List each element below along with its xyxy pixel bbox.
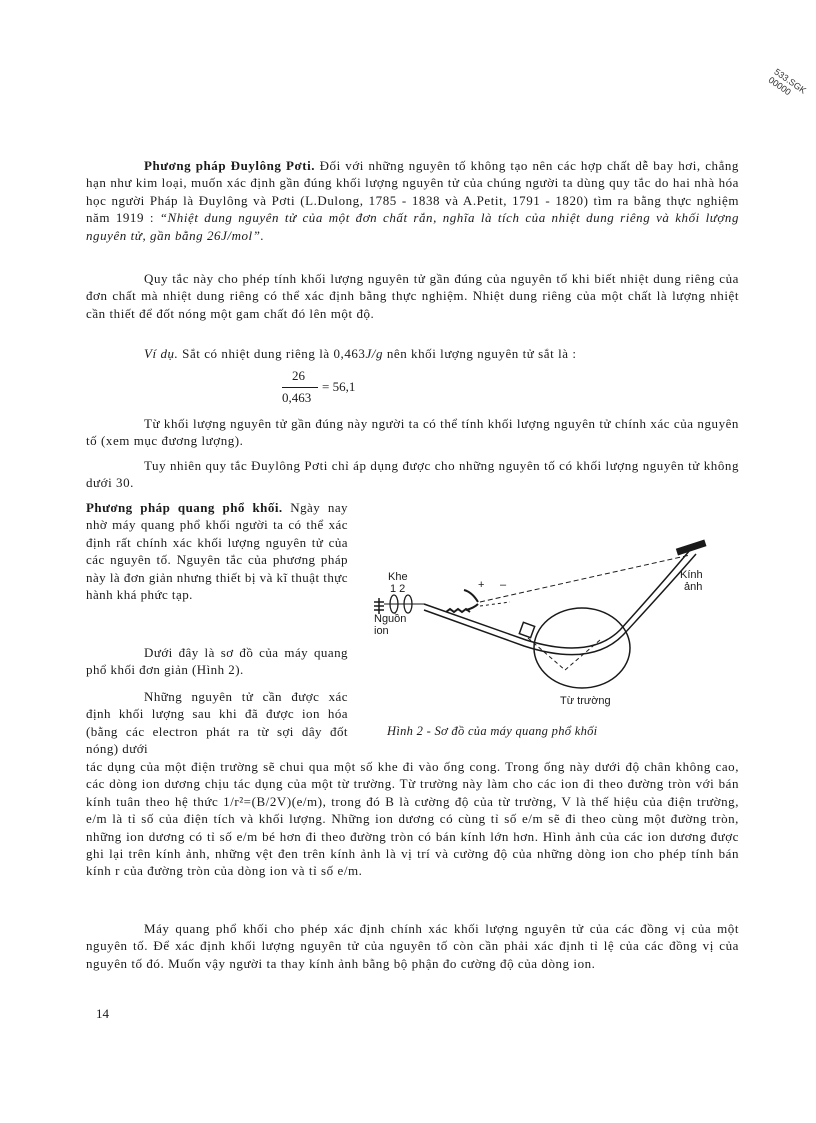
label-slit: Khe (388, 571, 408, 583)
label-ion-source-2: ion (374, 625, 389, 637)
paragraph-dulong-petit (86, 157, 739, 244)
electrode-plus (464, 590, 478, 602)
electrode-minus (466, 604, 478, 610)
page-number: 14 (96, 1006, 109, 1021)
paragraph-mass-spectrometry: Phương pháp quang phổ khối. Ngày nay nhờ máy quang phổ khối người ta có thể xác định rất chính xác khối lượng nguyên tử của các nguyên tố. Nguyên tắc của phương pháp này là đơn giản nhưng thiết bị và kĩ thuật thực hành khá phức tạp. (86, 500, 348, 603)
example-label: Ví dụ. (144, 346, 179, 361)
dashed-projection-line (480, 555, 690, 602)
paragraph-text: Đối với những nguyên tố không tạo nên các hợp chất dễ bay hơi, chẳng hạn như kim loại, muốn xác định gần đúng khối lượng nguyên tử của chúng người ta dùng quy tắc do hai nhà hóa học người Pháp là Đuylông và Pơti (L.Dulong, 1785 - 1838 và A.Petit, 1791 - 1820) tìm ra bằng thực nghiệm năm 1919 : (86, 158, 739, 226)
label-slit-numbers: 1 2 (390, 583, 406, 595)
paragraph-exact-mass: Từ khối lượng nguyên tử gần đúng này người ta có thể tính khối lượng nguyên tử chính xác của nguyên tố (xem mục đương lượng). (86, 416, 739, 449)
paragraph-isotopes: Máy quang phổ khối cho phép xác định chính xác khối lượng nguyên tử của các đồng vị của một nguyên tố. Để xác định khối lượng nguyên tử của nguyên tố còn cần phải xác định tỉ lệ của các đồng vị của nguyên tố đó. Muốn vậy người ta thay kính ảnh bằng bộ phận đo cường độ của dòng ion. (86, 921, 739, 971)
fraction-bar (282, 387, 318, 388)
library-stamp: 533.SGK 00000 (766, 66, 809, 98)
figure-caption: Hình 2 - Sơ đồ của máy quang phổ khối (387, 724, 598, 738)
paragraph-limitation: Tuy nhiên quy tắc Đuylông Pơti chỉ áp dụng được cho những nguyên tố có khối lượng nguyên tử không dưới 30. (86, 458, 739, 491)
formula-denominator: 0,463 (282, 390, 312, 405)
formula-result: = 56,1 (322, 379, 356, 394)
heading-dulong-petit: Phương pháp Đuylông Pơti. (144, 158, 316, 173)
label-ion-source-1: Nguồn (374, 613, 407, 625)
label-plus: + (478, 579, 485, 591)
paragraph-ionization-continued: tác dụng của một điện trường sẽ chui qua một số khe đi vào ống cong. Trong ống này dưới độ chân không cao, các dòng ion dương chịu tác dụng của một từ trường. Từ trường này làm cho các ion đi theo đường tròn với bán kính tuân theo hệ thức 1/r²=(B/2V)(e/m), trong đó B là cường độ của từ trường, V là thế hiệu của điện trường, e/m là tỉ số của điện tích và khối lượng. Những ion dương có cùng tỉ số e/m sẽ đi theo cùng một đường tròn, những ion dương có tỉ số e/m bé hơn đi theo đường tròn có bán kính lớn hơn. Hình ảnh của các ion dương được ghi lại trên kính ảnh, những vệt đen trên kính ảnh là vị trí và cường độ của những dòng ion cho phép tính bán kính r của đường tròn của dòng ion và tỉ số e/m. (86, 759, 739, 879)
paragraph-ionization-start: Những nguyên tử cần được xác định khối lượng sau khi đã được ion hóa (bằng các electron phát ra từ sợi dây đốt nóng) dưới (86, 689, 348, 757)
paragraph-rule-usage: Quy tắc này cho phép tính khối lượng nguyên tử gần đúng của nguyên tố khi biết nhiệt dung riêng của đơn chất mà nhiệt dung riêng có thể xác định bằng thực nghiệm. Nhiệt dung riêng của một chất là lượng nhiệt cần thiết để đốt nóng một gam chất đó lên một độ. (86, 271, 739, 321)
diagram-svg (360, 510, 740, 710)
tube-outer-wall (424, 550, 690, 648)
label-plate-1: Kính (680, 569, 703, 581)
tube-inner-wall (424, 554, 696, 655)
photographic-plate (676, 540, 707, 556)
heading-mass-spectrometry: Phương pháp quang phổ khối. (86, 500, 283, 515)
label-minus: – (500, 579, 507, 591)
label-plate-2: ảnh (684, 581, 703, 593)
paragraph-figure-reference: Dưới đây là sơ đồ của máy quang phổ khối đơn giản (Hình 2). (86, 645, 348, 678)
filament-coil (446, 609, 470, 612)
ion-source (374, 598, 384, 614)
label-magnetic-field: Từ trường (560, 695, 611, 707)
example-line: Ví dụ. Sắt có nhiệt dung riêng là 0,463J/g nên khối lượng nguyên tử sắt là : (144, 346, 577, 361)
detector-box (519, 622, 534, 637)
rule-quote: “Nhiệt dung nguyên tử của một đơn chất rắn, nghĩa là tích của nhiệt dung riêng và khối lượng nguyên tử, gần bằng 26J/mol”. (86, 210, 739, 243)
mass-spectrometer-diagram (360, 510, 740, 710)
dashed-field-line (480, 602, 510, 606)
formula-numerator: 26 (292, 368, 305, 383)
